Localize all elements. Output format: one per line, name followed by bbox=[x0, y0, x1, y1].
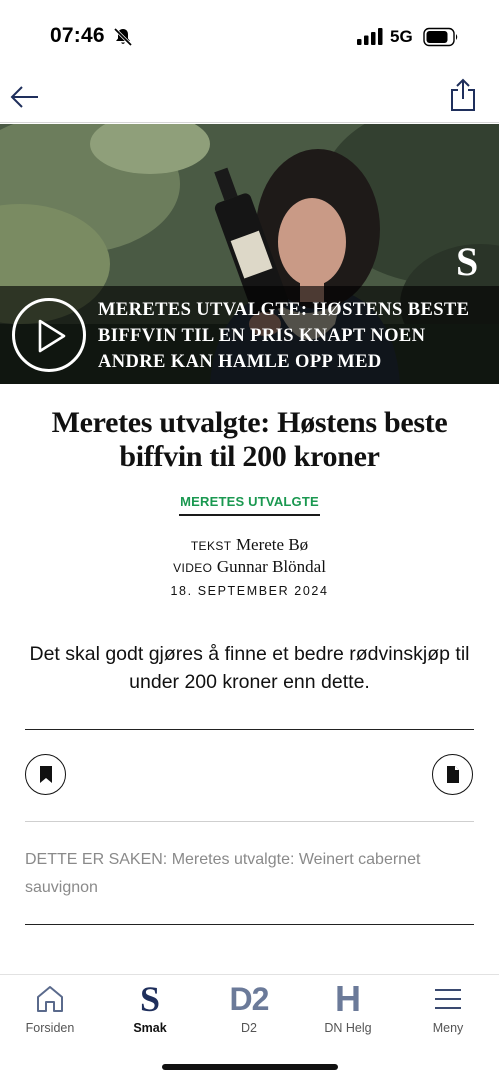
tab-label: Smak bbox=[133, 1021, 167, 1035]
divider bbox=[25, 821, 474, 822]
smak-logo-icon: S bbox=[139, 979, 161, 1019]
tab-smak[interactable] bbox=[100, 975, 200, 1041]
battery-icon bbox=[423, 27, 459, 47]
status-time: 07:46 bbox=[50, 24, 105, 47]
byline-videographer[interactable]: Gunnar Blöndal bbox=[216, 557, 326, 576]
hero-video[interactable] bbox=[0, 124, 499, 384]
byline-text bbox=[0, 535, 499, 555]
tab-label: Meny bbox=[432, 1021, 464, 1035]
share-icon[interactable] bbox=[448, 78, 478, 112]
back-arrow-icon[interactable] bbox=[10, 84, 40, 110]
tab-label: DN Helg bbox=[324, 1021, 372, 1035]
top-nav bbox=[0, 74, 499, 123]
bookmark-button[interactable] bbox=[25, 754, 66, 795]
home-icon bbox=[35, 984, 65, 1014]
status-bar bbox=[0, 0, 499, 74]
byline-author[interactable]: Merete Bø bbox=[235, 535, 309, 554]
bell-slash-icon bbox=[113, 27, 133, 47]
publish-date: 18. SEPTEMBER 2024 bbox=[170, 584, 329, 598]
byline-role: VIDEO bbox=[173, 561, 213, 575]
tab-label: D2 bbox=[241, 1021, 257, 1035]
d2-logo-icon: D2 bbox=[229, 981, 269, 1017]
dn-helg-logo-icon: H bbox=[335, 978, 361, 1019]
divider bbox=[25, 729, 474, 730]
tab-d2[interactable] bbox=[199, 975, 299, 1041]
article-ingress: Det skal godt gjøres å finne et bedre rødvinskjøp til under 200 kroner enn dette. bbox=[29, 643, 470, 693]
document-icon bbox=[445, 765, 461, 784]
network-label: 5G bbox=[390, 27, 413, 46]
play-button[interactable] bbox=[12, 298, 86, 372]
play-icon bbox=[37, 318, 67, 354]
hero-caption: MERETES UTVALGTE: HØSTENS BESTE BIFFVIN TIL EN PRIS KNAPT NOEN ANDRE KAN HAMLE OPP MED bbox=[98, 300, 470, 372]
category-link[interactable]: MERETES UTVALGTE bbox=[179, 494, 320, 516]
byline-role: TEKST bbox=[190, 539, 232, 553]
tab-label: Forsiden bbox=[25, 1021, 75, 1035]
divider bbox=[25, 924, 474, 925]
article-title: Meretes utvalgte: Høstens beste biffvin til 200 kroner bbox=[51, 406, 448, 473]
tab-forsiden[interactable] bbox=[0, 975, 100, 1041]
bookmark-icon bbox=[38, 765, 54, 784]
menu-icon bbox=[433, 987, 463, 1011]
document-button[interactable] bbox=[432, 754, 473, 795]
home-indicator[interactable] bbox=[162, 1064, 338, 1070]
signal-bars-icon bbox=[357, 28, 383, 45]
related-article-link[interactable]: DETTE ER SAKEN: Meretes utvalgte: Weinert cabernet sauvignon bbox=[25, 851, 421, 896]
byline-video bbox=[0, 557, 499, 577]
smak-logo-watermark: S bbox=[456, 239, 479, 284]
tab-meny[interactable] bbox=[398, 975, 498, 1041]
tab-dn-helg[interactable] bbox=[298, 975, 398, 1041]
